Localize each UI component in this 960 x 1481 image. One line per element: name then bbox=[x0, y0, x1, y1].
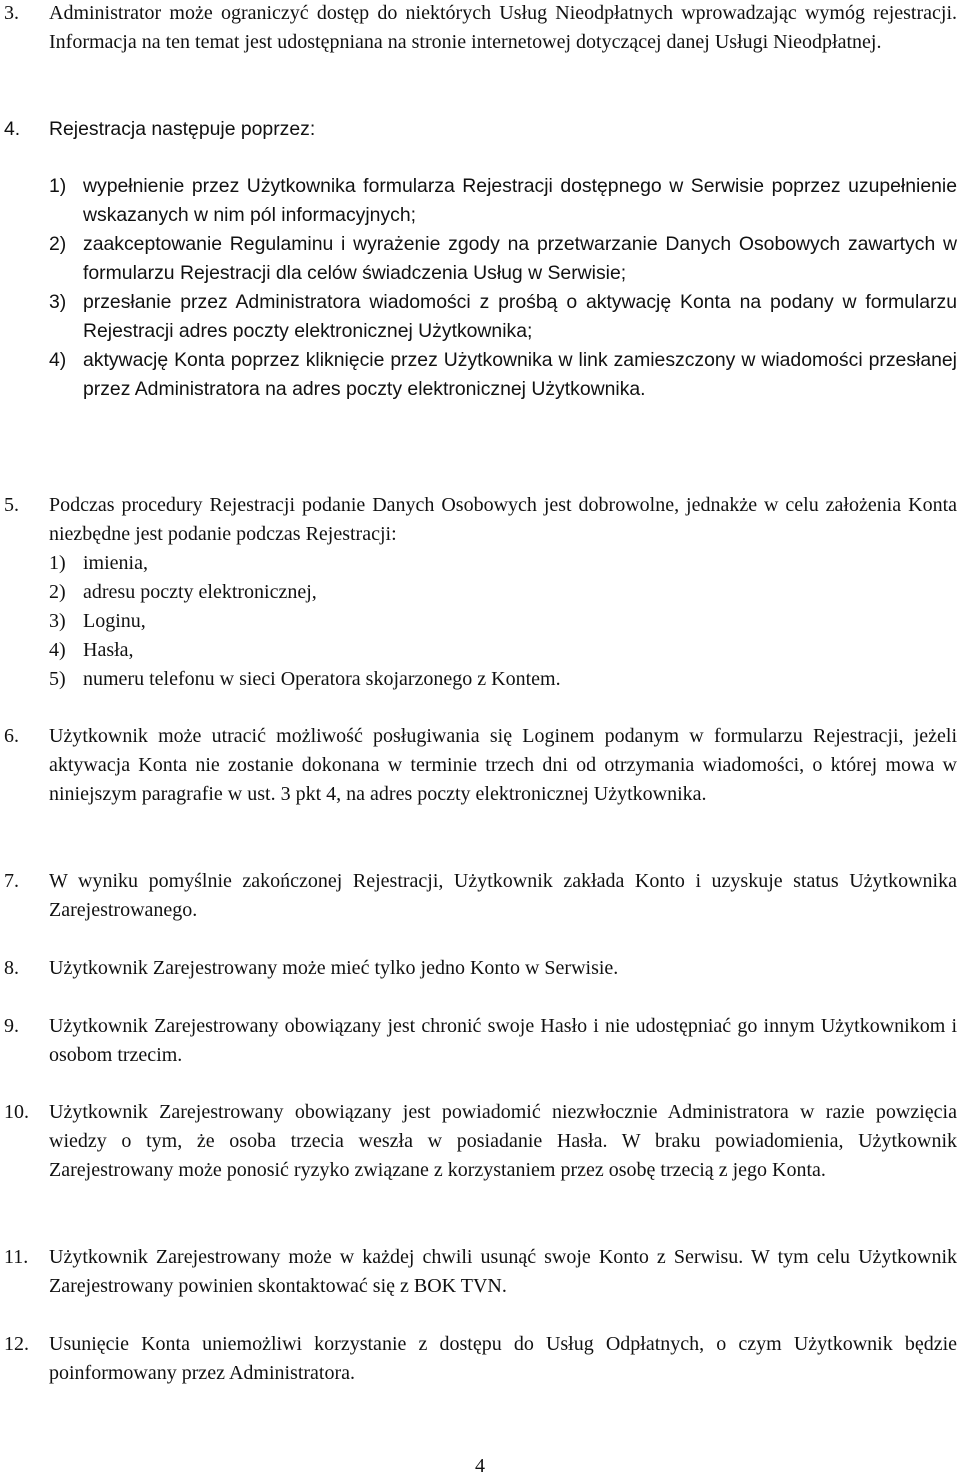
page-number: 4 bbox=[475, 1455, 485, 1477]
paragraph-text: Administrator może ograniczyć dostęp do niektórych Usług Nieodpłatnych wprowadzając wymóg rejestracji. Informacja na ten temat jest udostępniana na stronie internetowej dotyczącej danej Usługi Nieodpłatnej. bbox=[49, 2, 957, 53]
list-item: 3) przesłanie przez Administratora wiadomości z prośbą o aktywację Konta na podany w formularzu Rejestracji adres poczty elektronicznej Użytkownika; bbox=[49, 291, 957, 342]
list-4 bbox=[0, 172, 957, 404]
list-item: 1) imienia, bbox=[49, 552, 148, 574]
paragraph-text: Podczas procedury Rejestracji podanie Danych Osobowych jest dobrowolne, jednakże w celu założenia Konta niezbędne jest podanie podczas Rejestracji: bbox=[49, 494, 957, 545]
paragraph-text: Użytkownik Zarejestrowany może w każdej chwili usunąć swoje Konto z Serwisu. W tym celu Użytkownik Zarejestrowany powinien skontaktować się z BOK TVN. bbox=[49, 1246, 957, 1297]
paragraph-10 bbox=[0, 1098, 957, 1185]
paragraph-text: W wyniku pomyślnie zakończonej Rejestracji, Użytkownik zakłada Konto i uzyskuje status Użytkownika Zarejestrowanego. bbox=[49, 870, 957, 921]
paragraph-number: 8. bbox=[4, 957, 19, 979]
paragraph-text: Użytkownik Zarejestrowany może mieć tylko jedno Konto w Serwisie. bbox=[49, 957, 619, 979]
paragraph-text: Rejestracja następuje poprzez: bbox=[49, 118, 316, 140]
paragraph-7 bbox=[0, 867, 957, 925]
paragraph-6 bbox=[0, 722, 957, 809]
paragraph-3 bbox=[0, 0, 957, 57]
paragraph-number: 12. bbox=[4, 1333, 29, 1355]
paragraph-number: 4. bbox=[4, 118, 21, 140]
paragraph-number: 3. bbox=[4, 2, 19, 24]
list-item: 4) Hasła, bbox=[49, 639, 134, 661]
paragraph-9 bbox=[0, 1012, 957, 1070]
paragraph-4 bbox=[0, 115, 957, 144]
paragraph-number: 6. bbox=[4, 725, 19, 747]
list-item: 2) adresu poczty elektronicznej, bbox=[49, 581, 317, 603]
paragraph-text: Użytkownik może utracić możliwość posługiwania się Loginem podanym w formularzu Rejestracji, jeżeli aktywacja Konta nie zostanie dokonana w terminie trzech dni od otrzymania wiadomości, o której mowa w niniejszym paragrafie w ust. 3 pkt 4, na adres poczty elektronicznej Użytkownika. bbox=[49, 725, 957, 805]
paragraph-number: 11. bbox=[4, 1246, 29, 1268]
list-item: 5) numeru telefonu w sieci Operatora skojarzonego z Kontem. bbox=[49, 668, 561, 690]
paragraph-8 bbox=[0, 954, 957, 983]
paragraph-12 bbox=[0, 1330, 957, 1388]
paragraph-number: 10. bbox=[4, 1101, 29, 1123]
paragraph-11 bbox=[0, 1243, 957, 1301]
paragraph-number: 5. bbox=[4, 494, 19, 516]
paragraph-text: Usunięcie Konta uniemożliwi korzystanie z dostępu do Usług Odpłatnych, o czym Użytkownik będzie poinformowany przez Administratora. bbox=[49, 1333, 957, 1384]
list-item: 1) wypełnienie przez Użytkownika formularza Rejestracji dostępnego w Serwisie poprzez uzupełnienie wskazanych w nim pól informacyjnych; bbox=[49, 175, 957, 226]
paragraph-number: 9. bbox=[4, 1015, 19, 1037]
list-item: 2) zaakceptowanie Regulaminu i wyrażenie zgody na przetwarzanie Danych Osobowych zawartych w formularzu Rejestracji dla celów świadczenia Usług w Serwisie; bbox=[49, 233, 957, 284]
list-item: 4) aktywację Konta poprzez kliknięcie przez Użytkownika w link zamieszczony w wiadomości przesłanej przez Administratora na adres poczty elektronicznej Użytkownika. bbox=[49, 349, 957, 400]
list-item: 3) Loginu, bbox=[49, 610, 146, 632]
paragraph-text: Użytkownik Zarejestrowany obowiązany jest chronić swoje Hasło i nie udostępniać go innym Użytkownikom i osobom trzecim. bbox=[49, 1015, 957, 1066]
paragraph-number: 7. bbox=[4, 870, 19, 892]
paragraph-text: Użytkownik Zarejestrowany obowiązany jest powiadomić niezwłocznie Administratora w razie powzięcia wiedzy o tym, że osoba trzecia weszła w posiadanie Hasła. W braku powiadomienia, Użytkownik Zarejestrowany może ponosić ryzyko związane z korzystaniem przez osobę trzecią z jego Konta. bbox=[49, 1101, 957, 1181]
paragraph-5 bbox=[0, 491, 957, 694]
